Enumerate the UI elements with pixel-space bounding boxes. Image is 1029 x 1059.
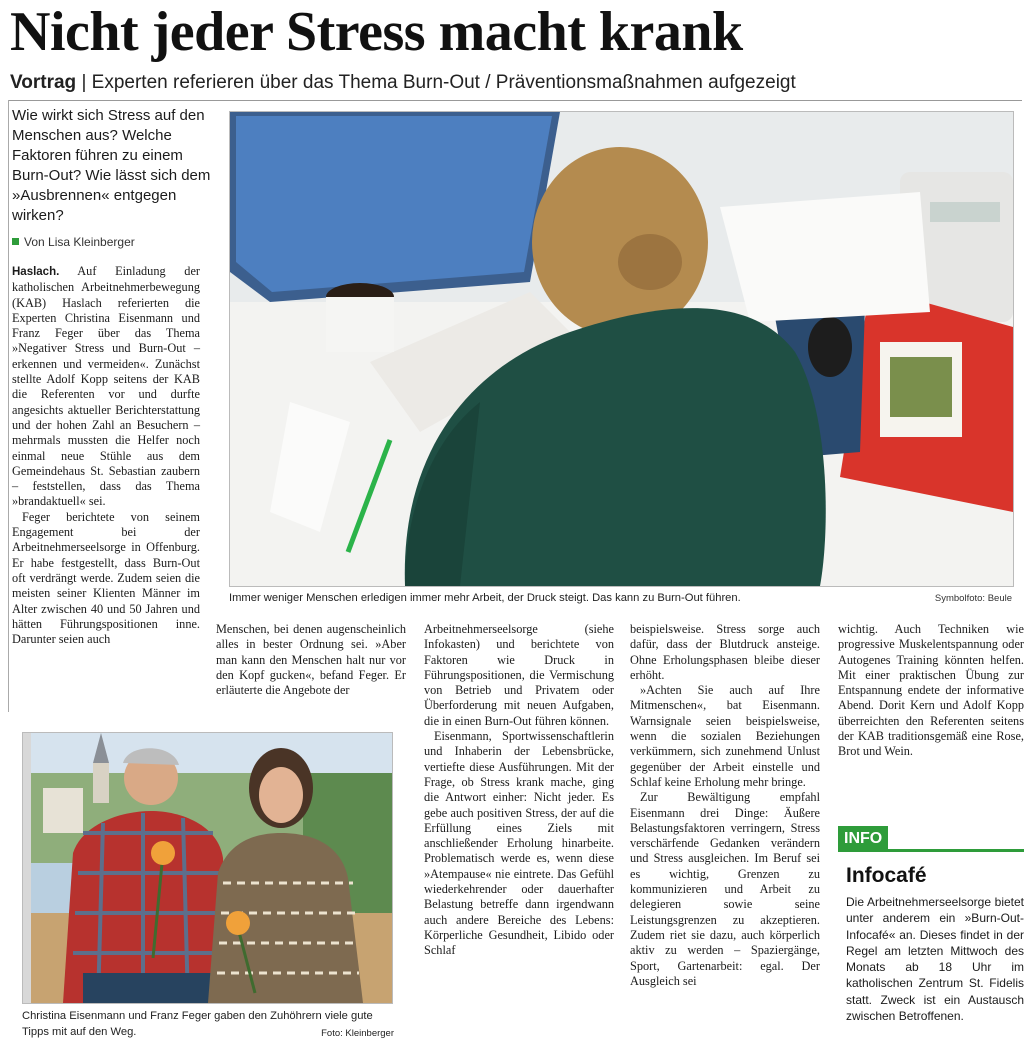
left-divider — [8, 100, 9, 712]
speakers-caption-text: Christina Eisenmann und Franz Feger gaben den Zuhöhrern viele gute Tipps mit auf den Weg. — [22, 1010, 373, 1038]
subline-text: Experten referieren über das Thema Burn-Out / Präventionsmaßnahmen aufgezeigt — [91, 72, 796, 93]
subline-separator: | — [76, 72, 92, 93]
author-marker-icon — [12, 238, 19, 245]
speakers-caption — [22, 1008, 394, 1042]
article-column-2 — [216, 622, 406, 698]
info-box — [838, 826, 1024, 1024]
col5-paragraph-1: wichtig. Auch Techniken wie progressive Muskelentspannung oder Autogenes Training könnten helfen. Mit einer praktischen Übung zur Entspannung endete der informative Abend. Dorit Kern und Adolf Kopp überreichten den Referenten seitens der KAB traditionsgemäß eine Rose, Brot und Wein. — [838, 622, 1024, 759]
speakers-photo — [22, 732, 393, 1004]
article-column-1 — [12, 264, 200, 647]
kicker: Vortrag — [10, 72, 77, 93]
author-name: Von Lisa Kleinberger — [24, 235, 135, 249]
subline — [10, 70, 1020, 96]
col4-paragraph-3: Zur Bewältigung empfahl Eisenmann drei Dinge: Äußere Belastungsfaktoren verringern, Stress verschärfende Gedanken verändern und Stress ausgleichen. Im Beruf sei es wichtig, Grenzen zu kommunizieren und Arbeit zu delegieren sowie seine Leistungsgrenzen zu akzeptieren. Zudem riet sie dazu, auch körperlich aktiv zu werden – Spaziergänge, Sport, Gartenarbeit: egal. Der Ausgleich sei — [630, 790, 820, 988]
headline: Nicht jeder Stress macht krank — [10, 1, 743, 63]
info-title: Infocafé — [846, 864, 927, 887]
office-photo-illustration — [230, 112, 1013, 586]
dateline: Haslach. — [12, 266, 60, 278]
teaser: Wie wirkt sich Stress auf den Menschen aus? Welche Faktoren führen zu einem Burn-Out? Wie lässt sich dem »Ausbrennen« entgegen wirken? — [12, 107, 211, 224]
col4-paragraph-1: beispielsweise. Stress sorge auch dafür, dass der Blutdruck ansteige. Ohne Erholungsphasen bleibe dieser erhöht. — [630, 622, 820, 682]
col1-paragraph-1: Auf Einladung der katholischen Arbeitnehmerbewegung (KAB) Haslach referierten die Experten Christina Eisenmann und Franz Feger über das Thema »Negativer Stress und Burn-Out – erkennen und vermeiden«. Zunächst stellte Adolf Kopp seitens der KAB die Referenten vor und durfte angesichts aktueller Berichterstattung und der hohen Zahl an Besuchern – mehrmals mussten die Helfer noch einmal neue Stühle aus dem Gemeindehaus St. Sebastian zaubern – feststellen, dass das Thema »brandaktuell« sei. — [12, 264, 200, 509]
speakers-photo-illustration — [23, 733, 392, 1003]
photo-caption: Immer weniger Menschen erledigen immer mehr Arbeit, der Druck steigt. Das kann zu Burn-Out führen. — [229, 592, 741, 604]
col3-paragraph-2: Eisenmann, Sportwissenschaftlerin und Inhaberin der Lebensbrücke, vertiefte diese Ausführungen. Mit der Frage, ob Stress krank mache, ging die Antwort einher: Nicht jeder. Es gebe auch positiven Stress, der auf die Erfüllung eines Ziels mit anschließender Erholung hinarbeite. Problematisch werde es, wenn diese »Atempause« nie eintrete. Das Gefühl wiederkehrender oder dauerhafter Belastung betreffe dann irgendwann auch andere Bereiche des Lebens: Körperliche Gesundheit, Libido oder Schlaf — [424, 729, 614, 958]
info-text: Die Arbeitnehmerseelsorge bietet unter anderem ein »Burn-Out-Infocafé« an. Dieses findet in der Regel am letzten Mittwoch des Monats ab 18 Uhr im katholischen Zentrum St. Fidelis statt. Zweck ist ein Austausch zwischen Betroffenen. — [846, 895, 1024, 1024]
col4-paragraph-2: »Achten Sie auch auf Ihre Mitmenschen«, bat Eisenmann. Warnsignale seien beispielsweise, wenn die sozialen Beziehungen verkümmern, sich zunehmend Unlust gegenüber der Arbeit einstelle und Schlaf keine Erholung mehr bringe. — [630, 683, 820, 789]
col3-paragraph-1: Arbeitnehmerseelsorge (siehe Infokasten) und berichtete von Faktoren wie Druck in Führungspositionen, die Vermischung von Betrieb und Privatem oder Überforderung mit neuen Aufgaben, die in einen Burn-Out führen können. — [424, 622, 614, 728]
article-column-5 — [838, 622, 1024, 760]
info-tag: INFO — [838, 826, 888, 852]
col1-paragraph-2: Feger berichtete von seinem Engagement bei der Arbeitnehmerseelsorge in Offenburg. Er habe festgestellt, dass Burn-Out oft verdrängt werde. Zudem seien die meisten seiner Klienten Männer im Alter zwischen 40 und 50 Jahren und hätten Führungspositionen inne. Darunter seien auch — [12, 509, 200, 647]
photo-credit: Symbolfoto: Beule — [934, 593, 1012, 604]
article-column-4 — [630, 622, 820, 989]
col2-paragraph-1: Menschen, bei denen augenscheinlich alles in bester Ordnung sei. »Aber man kann den Menschen halt nur vor den Kopf gucken«, befand Feger. Er erläuterte die Angebote der — [216, 622, 406, 698]
author-line — [12, 234, 212, 250]
header-divider — [8, 100, 1022, 101]
article-column-3 — [424, 622, 614, 959]
office-photo — [229, 111, 1014, 587]
speakers-photo-credit: Foto: Kleinberger — [321, 1028, 394, 1039]
